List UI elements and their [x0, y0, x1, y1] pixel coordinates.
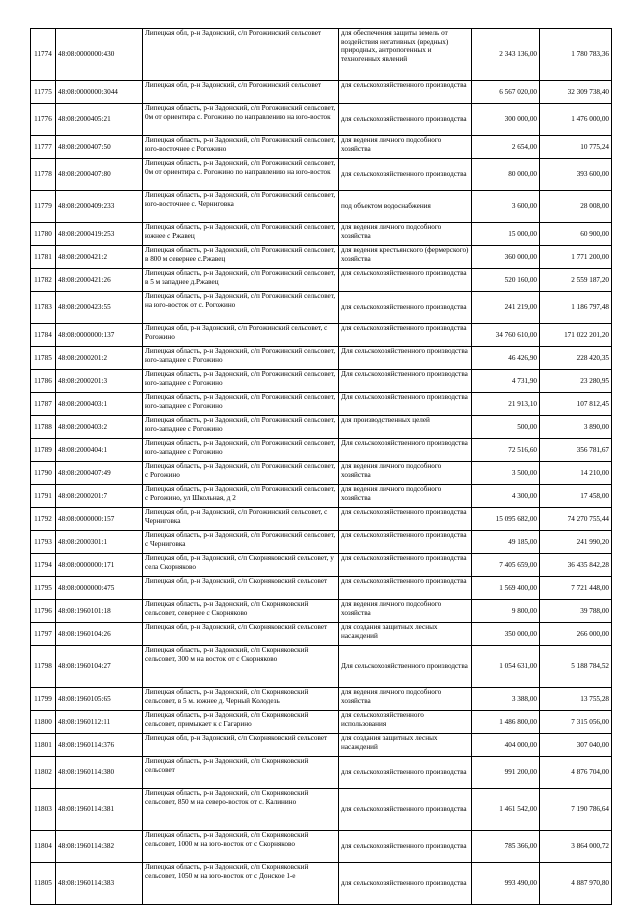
area-cell: 4 731,90: [472, 370, 540, 393]
table-row: [31, 531, 612, 554]
land-use-cell: для сельскохозяйственного производства: [339, 831, 472, 863]
table-row: [31, 246, 612, 269]
cadastral-value-cell: 74 270 755,44: [540, 508, 612, 531]
address-cell: Липецкая область, р-н Задонский, с/п Рогожинский сельсовет, 0м от ориентира с. Рогожино по направлению на юго-восток: [143, 159, 339, 191]
address-cell: Липецкая область, р-н Задонский, с/п Скорняковский сельсовет, 1050 м на юго-восток от с Донское 1-е: [143, 863, 339, 905]
land-use-cell: для сельскохозяйственного производства: [339, 554, 472, 577]
land-use-cell: для ведения крестьянского (фермерского) хозяйства: [339, 246, 472, 269]
land-use-cell: для сельскохозяйственного производства: [339, 324, 472, 347]
address-cell: Липецкая область, р-н Задонский, с/п Рогожинский сельсовет, юго-западнее с Рогожино: [143, 370, 339, 393]
area-cell: 300 000,00: [472, 104, 540, 136]
row-number-cell: 11796: [31, 600, 56, 623]
cadastral-value-cell: 1 476 000,00: [540, 104, 612, 136]
cadastral-value-cell: 5 188 784,52: [540, 646, 612, 688]
area-cell: 991 200,00: [472, 757, 540, 789]
address-cell: Липецкая обл, р-н Задонский, с/п Скорняковский сельсовет: [143, 623, 339, 646]
cadastral-number-cell: 48:08:2000421:2: [56, 246, 143, 269]
cadastral-number-cell: 48:08:2000404:1: [56, 439, 143, 462]
row-number-cell: 11804: [31, 831, 56, 863]
land-use-cell: для сельскохозяйственного производства: [339, 292, 472, 324]
cadastral-number-cell: 48:08:2000403:2: [56, 416, 143, 439]
table-row: [31, 223, 612, 246]
land-use-cell: для ведения личного подсобного хозяйства: [339, 136, 472, 159]
table-row: [31, 292, 612, 324]
area-cell: 6 567 020,00: [472, 81, 540, 104]
cadastral-value-cell: 28 008,00: [540, 191, 612, 223]
cadastral-value-cell: 107 812,45: [540, 393, 612, 416]
area-cell: 2 654,00: [472, 136, 540, 159]
cadastral-value-cell: 36 435 842,28: [540, 554, 612, 577]
table-row: [31, 347, 612, 370]
cadastral-value-cell: 1 186 797,48: [540, 292, 612, 324]
address-cell: Липецкая область, р-н Задонский, с/п Скорняковский сельсовет: [143, 757, 339, 789]
row-number-cell: 11780: [31, 223, 56, 246]
address-cell: Липецкая область, р-н Задонский, с/п Скорняковский сельсовет, севернее с Скорняково: [143, 600, 339, 623]
table-row: [31, 646, 612, 688]
cadastral-value-cell: 7 190 786,64: [540, 789, 612, 831]
table-row: [31, 393, 612, 416]
table-body: [31, 29, 612, 905]
cadastral-value-cell: 3 890,00: [540, 416, 612, 439]
address-cell: Липецкая обл, р-н Задонский, с/п Скорняковский сельсовет: [143, 577, 339, 600]
table-row: [31, 863, 612, 905]
cadastral-number-cell: 48:08:0000000:157: [56, 508, 143, 531]
table-row: [31, 136, 612, 159]
row-number-cell: 11792: [31, 508, 56, 531]
cadastral-number-cell: 48:08:1960112:11: [56, 711, 143, 734]
area-cell: 80 000,00: [472, 159, 540, 191]
address-cell: Липецкая обл, р-н Задонский, с/п Рогожинский сельсовет: [143, 29, 339, 81]
table-row: [31, 269, 612, 292]
land-use-cell: Для сельскохозяйственного производства: [339, 347, 472, 370]
area-cell: 1 461 542,00: [472, 789, 540, 831]
table-row: [31, 508, 612, 531]
cadastral-value-cell: 1 771 200,00: [540, 246, 612, 269]
table-row: [31, 81, 612, 104]
table-row: [31, 324, 612, 347]
area-cell: 34 760 610,00: [472, 324, 540, 347]
area-cell: 404 000,00: [472, 734, 540, 757]
address-cell: Липецкая область, р-н Задонский, с/п Рогожинский сельсовет, с Рогожино: [143, 462, 339, 485]
cadastral-value-cell: 1 780 783,36: [540, 29, 612, 81]
table-row: [31, 789, 612, 831]
table-row: [31, 757, 612, 789]
cadastral-number-cell: 48:08:1960114:383: [56, 863, 143, 905]
address-cell: Липецкая область, р-н Задонский, с/п Рогожинский сельсовет, юго-западнее с Рогожино: [143, 439, 339, 462]
address-cell: Липецкая область, р-н Задонский, с/п Рогожинский сельсовет, на юго-восток от с. Рогожино: [143, 292, 339, 324]
land-use-cell: для сельскохозяйственного производства: [339, 508, 472, 531]
cadastral-number-cell: 48:08:2000201:7: [56, 485, 143, 508]
row-number-cell: 11777: [31, 136, 56, 159]
table-row: [31, 831, 612, 863]
address-cell: Липецкая область, р-н Задонский, с/п Рогожинский сельсовет, юго-западнее с Рогожино: [143, 416, 339, 439]
cadastral-value-cell: 4 887 970,80: [540, 863, 612, 905]
table-row: [31, 485, 612, 508]
row-number-cell: 11798: [31, 646, 56, 688]
cadastral-number-cell: 48:08:0000000:171: [56, 554, 143, 577]
cadastral-number-cell: 48:08:2000409:233: [56, 191, 143, 223]
cadastral-value-cell: 393 600,00: [540, 159, 612, 191]
table-row: [31, 191, 612, 223]
cadastral-number-cell: 48:08:0000000:137: [56, 324, 143, 347]
land-use-cell: для сельскохозяйственного производства: [339, 577, 472, 600]
address-cell: Липецкая область, р-н Задонский, с/п Скорняковский сельсовет, в 5 м. южнее д. Черный Колодезь: [143, 688, 339, 711]
row-number-cell: 11781: [31, 246, 56, 269]
address-cell: Липецкая обл, р-н Задонский, с/п Рогожинский сельсовет: [143, 81, 339, 104]
area-cell: 993 490,00: [472, 863, 540, 905]
land-use-cell: для создания защитных лесных насаждений: [339, 623, 472, 646]
land-use-cell: для обеспечения защиты земель от воздействия негативных (вредных) природных, антропогенных и техногенных явлений: [339, 29, 472, 81]
table-row: [31, 734, 612, 757]
cadastral-number-cell: 48:08:2000423:55: [56, 292, 143, 324]
cadastral-value-cell: 60 900,00: [540, 223, 612, 246]
cadastral-number-cell: 48:08:2000407:50: [56, 136, 143, 159]
cadastral-value-cell: 228 420,35: [540, 347, 612, 370]
land-use-cell: для сельскохозяйственного производства: [339, 789, 472, 831]
row-number-cell: 11779: [31, 191, 56, 223]
land-use-cell: для сельскохозяйственного производства: [339, 159, 472, 191]
row-number-cell: 11778: [31, 159, 56, 191]
table-row: [31, 600, 612, 623]
table-row: [31, 554, 612, 577]
cadastral-number-cell: 48:08:2000407:49: [56, 462, 143, 485]
cadastral-value-cell: 7 315 056,00: [540, 711, 612, 734]
cadastral-value-cell: 32 309 738,40: [540, 81, 612, 104]
table-row: [31, 104, 612, 136]
area-cell: 46 426,90: [472, 347, 540, 370]
cadastral-value-cell: 356 781,67: [540, 439, 612, 462]
area-cell: 785 366,00: [472, 831, 540, 863]
table-row: [31, 462, 612, 485]
cadastral-number-cell: 48:08:2000201:2: [56, 347, 143, 370]
land-use-cell: для ведения личного подсобного хозяйства: [339, 462, 472, 485]
table-row: [31, 711, 612, 734]
address-cell: Липецкая область, р-н Задонский, с/п Рогожинский сельсовет, в 5 м западнее д.Ржавец: [143, 269, 339, 292]
land-use-cell: Для сельскохозяйственного производства: [339, 370, 472, 393]
land-plots-table: [30, 28, 612, 905]
table-row: [31, 416, 612, 439]
cadastral-value-cell: 3 864 000,72: [540, 831, 612, 863]
cadastral-number-cell: 48:08:1960114:381: [56, 789, 143, 831]
land-use-cell: под объектом водоснабжения: [339, 191, 472, 223]
land-use-cell: для сельскохозяйственного производства: [339, 104, 472, 136]
address-cell: Липецкая область, р-н Задонский, с/п Рогожинский сельсовет, юго-западнее с Рогожино: [143, 347, 339, 370]
address-cell: Липецкая область, р-н Задонский, с/п Скорняковский сельсовет, примыкает к с Гагарино: [143, 711, 339, 734]
land-use-cell: для сельскохозяйственного производства: [339, 81, 472, 104]
row-number-cell: 11787: [31, 393, 56, 416]
cadastral-number-cell: 48:08:2000403:1: [56, 393, 143, 416]
address-cell: Липецкая область, р-н Задонский, с/п Рогожинский сельсовет, с Рогожино, ул Школьная, д 2: [143, 485, 339, 508]
row-number-cell: 11788: [31, 416, 56, 439]
area-cell: 15 000,00: [472, 223, 540, 246]
cadastral-number-cell: 48:08:2000201:3: [56, 370, 143, 393]
row-number-cell: 11783: [31, 292, 56, 324]
document-page: [30, 28, 611, 905]
land-use-cell: для ведения личного подсобного хозяйства: [339, 485, 472, 508]
area-cell: 9 800,00: [472, 600, 540, 623]
row-number-cell: 11782: [31, 269, 56, 292]
cadastral-number-cell: 48:08:1960104:27: [56, 646, 143, 688]
land-use-cell: для сельскохозяйственного использования: [339, 711, 472, 734]
table-row: [31, 29, 612, 81]
cadastral-number-cell: 48:08:2000301:1: [56, 531, 143, 554]
row-number-cell: 11791: [31, 485, 56, 508]
row-number-cell: 11794: [31, 554, 56, 577]
cadastral-value-cell: 39 788,00: [540, 600, 612, 623]
address-cell: Липецкая область, р-н Задонский, с/п Рогожинский сельсовет, 0м от ориентира с. Рогожино по направлению на юго-восток: [143, 104, 339, 136]
cadastral-number-cell: 48:08:2000421:26: [56, 269, 143, 292]
cadastral-number-cell: 48:08:0000000:3044: [56, 81, 143, 104]
cadastral-number-cell: 48:08:1960105:65: [56, 688, 143, 711]
land-use-cell: для сельскохозяйственного производства: [339, 757, 472, 789]
address-cell: Липецкая область, р-н Задонский, с/п Рогожинский сельсовет, в 800 м севернее с.Ржавец: [143, 246, 339, 269]
area-cell: 4 300,00: [472, 485, 540, 508]
row-number-cell: 11800: [31, 711, 56, 734]
row-number-cell: 11786: [31, 370, 56, 393]
area-cell: 72 516,60: [472, 439, 540, 462]
land-use-cell: Для сельскохозяйственного производства: [339, 439, 472, 462]
table-row: [31, 688, 612, 711]
row-number-cell: 11803: [31, 789, 56, 831]
cadastral-value-cell: 4 876 704,00: [540, 757, 612, 789]
address-cell: Липецкая область, р-н Задонский, с/п Скорняковский сельсовет, 850 м на северо-восток от с. Калинино: [143, 789, 339, 831]
area-cell: 3 600,00: [472, 191, 540, 223]
address-cell: Липецкая область, р-н Задонский, с/п Рогожинский сельсовет, южнее с Ржавец: [143, 223, 339, 246]
cadastral-number-cell: 48:08:2000407:80: [56, 159, 143, 191]
cadastral-number-cell: 48:08:1960114:380: [56, 757, 143, 789]
land-use-cell: для сельскохозяйственного производства: [339, 531, 472, 554]
area-cell: 2 343 136,00: [472, 29, 540, 81]
row-number-cell: 11805: [31, 863, 56, 905]
land-use-cell: для ведения личного подсобного хозяйства: [339, 688, 472, 711]
cadastral-value-cell: 10 775,24: [540, 136, 612, 159]
area-cell: 3 500,00: [472, 462, 540, 485]
land-use-cell: Для сельскохозяйственного производства: [339, 393, 472, 416]
row-number-cell: 11802: [31, 757, 56, 789]
row-number-cell: 11795: [31, 577, 56, 600]
area-cell: 15 095 682,00: [472, 508, 540, 531]
address-cell: Липецкая область, р-н Задонский, с/п Рогожинский сельсовет, юго-восточнее с Рогожино: [143, 136, 339, 159]
cadastral-number-cell: 48:08:2000405:21: [56, 104, 143, 136]
cadastral-value-cell: 14 210,00: [540, 462, 612, 485]
cadastral-value-cell: 17 458,00: [540, 485, 612, 508]
address-cell: Липецкая обл, р-н Задонский, с/п Рогожинский сельсовет, с Рогожино: [143, 324, 339, 347]
cadastral-value-cell: 266 000,00: [540, 623, 612, 646]
cadastral-value-cell: 23 280,95: [540, 370, 612, 393]
area-cell: 500,00: [472, 416, 540, 439]
address-cell: Липецкая область, р-н Задонский, с/п Скорняковский сельсовет, 1000 м на юго-восток от с Скорняково: [143, 831, 339, 863]
row-number-cell: 11799: [31, 688, 56, 711]
cadastral-value-cell: 13 755,28: [540, 688, 612, 711]
row-number-cell: 11797: [31, 623, 56, 646]
land-use-cell: для сельскохозяйственного производства: [339, 269, 472, 292]
area-cell: 7 405 659,00: [472, 554, 540, 577]
area-cell: 241 219,00: [472, 292, 540, 324]
cadastral-value-cell: 307 040,00: [540, 734, 612, 757]
cadastral-number-cell: 48:08:0000000:475: [56, 577, 143, 600]
address-cell: Липецкая область, р-н Задонский, с/п Скорняковский сельсовет, 300 м на восток от с Скорняково: [143, 646, 339, 688]
cadastral-value-cell: 171 022 201,20: [540, 324, 612, 347]
area-cell: 520 160,00: [472, 269, 540, 292]
cadastral-number-cell: 48:08:1960114:382: [56, 831, 143, 863]
area-cell: 350 000,00: [472, 623, 540, 646]
land-use-cell: для сельскохозяйственного производства: [339, 863, 472, 905]
table-row: [31, 439, 612, 462]
address-cell: Липецкая область, р-н Задонский, с/п Рогожинский сельсовет, юго-восточнее с. Черниговка: [143, 191, 339, 223]
address-cell: Липецкая область, р-н Задонский, с/п Рогожинский сельсовет, юго-западнее с Рогожино: [143, 393, 339, 416]
row-number-cell: 11790: [31, 462, 56, 485]
table-row: [31, 370, 612, 393]
row-number-cell: 11789: [31, 439, 56, 462]
land-use-cell: для ведения личного подсобного хозяйства: [339, 223, 472, 246]
cadastral-number-cell: 48:08:0000000:430: [56, 29, 143, 81]
row-number-cell: 11784: [31, 324, 56, 347]
land-use-cell: Для сельскохозяйственного производства: [339, 646, 472, 688]
address-cell: Липецкая область, р-н Задонский, с/п Рогожинский сельсовет, с Черниговка: [143, 531, 339, 554]
area-cell: 3 388,00: [472, 688, 540, 711]
address-cell: Липецкая обл, р-н Задонский, с/п Скорняковский сельсовет: [143, 734, 339, 757]
cadastral-value-cell: 7 721 448,00: [540, 577, 612, 600]
cadastral-number-cell: 48:08:2000419:253: [56, 223, 143, 246]
cadastral-value-cell: 241 990,20: [540, 531, 612, 554]
area-cell: 1 486 800,00: [472, 711, 540, 734]
land-use-cell: для создания защитных лесных насаждений: [339, 734, 472, 757]
table-row: [31, 159, 612, 191]
area-cell: 1 054 631,00: [472, 646, 540, 688]
land-use-cell: для производственных целей: [339, 416, 472, 439]
cadastral-number-cell: 48:08:1960101:18: [56, 600, 143, 623]
row-number-cell: 11801: [31, 734, 56, 757]
table-row: [31, 577, 612, 600]
cadastral-number-cell: 48:08:1960104:26: [56, 623, 143, 646]
row-number-cell: 11785: [31, 347, 56, 370]
row-number-cell: 11776: [31, 104, 56, 136]
area-cell: 360 000,00: [472, 246, 540, 269]
cadastral-number-cell: 48:08:1960114:376: [56, 734, 143, 757]
cadastral-value-cell: 2 559 187,20: [540, 269, 612, 292]
address-cell: Липецкая обл, р-н Задонский, с/п Рогожинский сельсовет, с Черниговка: [143, 508, 339, 531]
row-number-cell: 11774: [31, 29, 56, 81]
area-cell: 21 913,10: [472, 393, 540, 416]
table-row: [31, 623, 612, 646]
address-cell: Липецкая обл, р-н Задонский, с/п Скорняковский сельсовет, у села Скорняково: [143, 554, 339, 577]
land-use-cell: для ведения личного подсобного хозяйства: [339, 600, 472, 623]
area-cell: 49 185,00: [472, 531, 540, 554]
area-cell: 1 569 400,00: [472, 577, 540, 600]
row-number-cell: 11775: [31, 81, 56, 104]
row-number-cell: 11793: [31, 531, 56, 554]
